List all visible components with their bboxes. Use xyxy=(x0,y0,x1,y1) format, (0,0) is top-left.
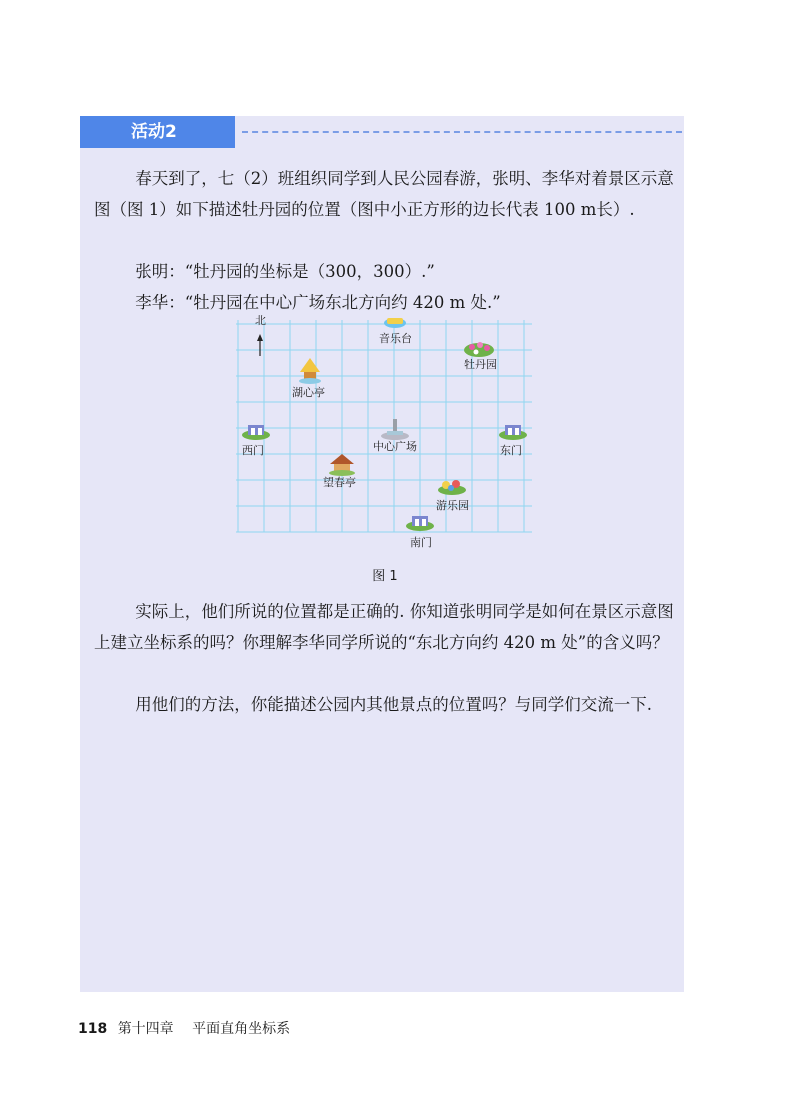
li-hua-statement: 李华：“牡丹园在中心广场东北方向约 420 m 处.” xyxy=(135,293,501,312)
park-map xyxy=(230,304,540,556)
figure-caption: 图 1 xyxy=(372,569,398,584)
spring-pavilion-icon xyxy=(329,454,355,476)
exchange-paragraph: 用他们的方法，你能描述公园内其他景点的位置吗？与同学们交流一下. xyxy=(135,695,652,714)
activity-header-rule xyxy=(242,131,682,133)
central-square-icon xyxy=(381,419,409,440)
place-amusement-park: 游乐园 xyxy=(436,499,469,512)
place-west-gate: 西门 xyxy=(242,444,264,457)
peony-garden-icon xyxy=(464,342,494,357)
amusement-park-icon xyxy=(438,480,466,495)
west-gate-icon xyxy=(242,425,270,440)
page-footer xyxy=(78,1018,290,1038)
place-lake-pavilion: 湖心亭 xyxy=(292,386,325,399)
north-label: 北 xyxy=(255,314,266,327)
south-gate-icon xyxy=(406,516,434,531)
place-music-stage: 音乐台 xyxy=(379,332,412,345)
activity-title: 活动2 xyxy=(80,116,235,148)
intro-paragraph: 春天到了，七（2）班组织同学到人民公园春游，张明、李华对着景区示意图（图 1）如下描述牡丹园的位置（图中小正方形的边长代表 100 m长）. xyxy=(94,169,674,219)
zhang-ming-statement: 张明：“牡丹园的坐标是（300，300）.” xyxy=(135,262,435,281)
north-arrow-icon xyxy=(257,334,263,356)
place-south-gate: 南门 xyxy=(410,536,432,549)
chapter-title: 平面直角坐标系 xyxy=(192,1021,291,1037)
place-central-square: 中心广场 xyxy=(373,440,417,453)
lake-pavilion-icon xyxy=(299,358,321,384)
chapter-number: 第十四章 xyxy=(117,1021,174,1037)
page-number: 118 xyxy=(78,1021,108,1037)
east-gate-icon xyxy=(499,425,527,440)
music-stage-icon xyxy=(384,318,406,328)
place-spring-pavilion: 望春亭 xyxy=(323,476,356,489)
place-peony-garden: 牡丹园 xyxy=(464,358,497,371)
place-east-gate: 东门 xyxy=(500,444,522,457)
question-paragraph: 实际上，他们所说的位置都是正确的. 你知道张明同学是如何在景区示意图上建立坐标系的吗？你理解李华同学所说的“东北方向约 420 m 处”的含义吗？ xyxy=(94,602,674,652)
